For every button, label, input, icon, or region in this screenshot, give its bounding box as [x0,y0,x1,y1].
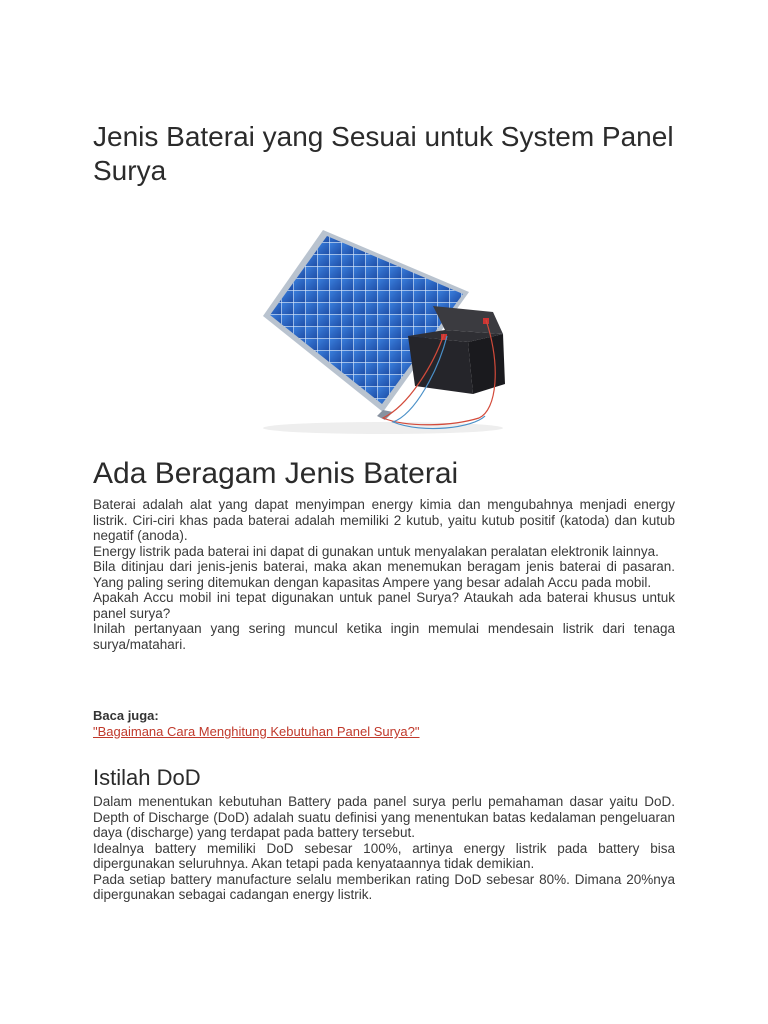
paragraph: Dalam menentukan kebutuhan Battery pada panel surya perlu pemahaman dasar yaitu DoD. Depth of Discharge (DoD) adalah suatu definisi yang menentukan batas kedalaman pengeluaran daya (discharge) yang terdapat pada battery tersebut. [93,794,675,840]
paragraph: Energy listrik pada baterai ini dapat di gunakan untuk menyalakan peralatan elektronik lainnya. [93,543,659,559]
paragraph: Pada setiap battery manufacture selalu memberikan rating DoD sebesar 80%. Dimana 20%nya dipergunakan sebagai cadangan energy listrik. [93,871,675,902]
baca-juga-label: Baca juga: [93,708,159,723]
paragraph: Idealnya battery memiliki DoD sebesar 100%, artinya energy listrik pada battery bisa dipergunakan seluruhnya. Akan tetapi pada kenyataannya tidak demikian. [93,840,675,871]
related-article-link[interactable]: "Bagaimana Cara Menghitung Kebutuhan Panel Surya?" [93,724,420,739]
section-heading-dod: Istilah DoD [93,765,201,790]
paragraph: Baterai adalah alat yang dapat menyimpan energy kimia dan mengubahnya menjadi energy listrik. Ciri-ciri khas pada baterai adalah memiliki 2 kutub, yaitu kutub positif (katoda) dan kutub negatif (anoda). [93,497,675,543]
page-title: Jenis Baterai yang Sesuai untuk System Panel Surya [93,121,674,186]
baca-juga-box [93,708,420,740]
section-body-jenis-baterai [93,497,675,652]
paragraph: Inilah pertanyaan yang sering muncul ketika ingin memulai mendesain listrik dari tenaga surya/matahari. [93,621,675,652]
paragraph: Apakah Accu mobil ini tepat digunakan untuk panel Surya? Ataukah ada baterai khusus untuk panel surya? [93,590,675,621]
solar-panel-battery-illustration [233,206,543,446]
section-heading-jenis-baterai: Ada Beragam Jenis Baterai [93,457,459,490]
paragraph: Bila ditinjau dari jenis-jenis baterai, maka akan menemukan beragam jenis baterai di pasaran. Yang paling sering ditemukan dengan kapasitas Ampere yang besar adalah Accu pada mobil. [93,559,675,590]
solar-panel-battery-icon [233,206,543,446]
section-body-dod [93,794,675,903]
